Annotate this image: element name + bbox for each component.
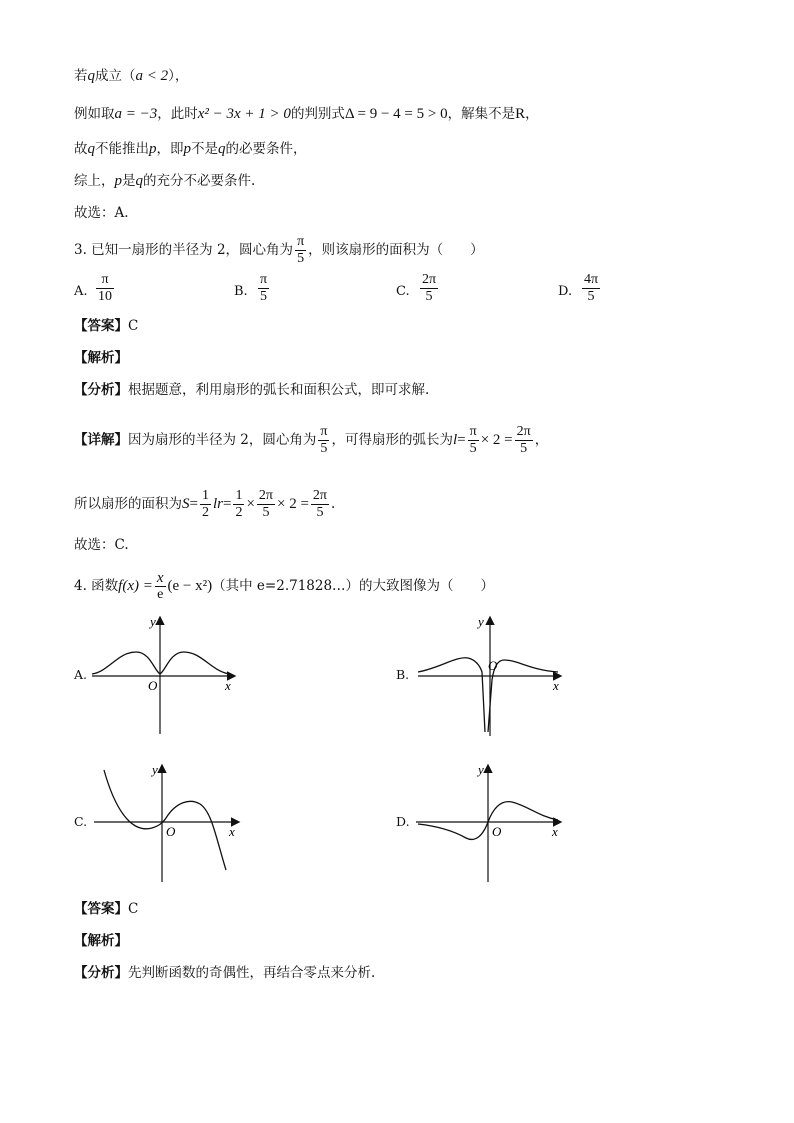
text: 例如取 bbox=[74, 106, 115, 122]
math-p: p bbox=[149, 141, 157, 157]
math-eq: = bbox=[189, 496, 198, 512]
math-l: l bbox=[452, 432, 458, 448]
math-a-value: a = −3 bbox=[114, 106, 158, 122]
denominator: 5 bbox=[316, 505, 324, 520]
text: 的充分不必要条件. bbox=[143, 173, 256, 189]
curve bbox=[104, 770, 226, 870]
curve-right bbox=[488, 660, 558, 732]
numerator: 2π bbox=[258, 488, 273, 503]
fraction bbox=[155, 570, 166, 603]
text: . bbox=[331, 496, 336, 512]
denominator: 5 bbox=[425, 289, 433, 304]
numerator: 2π bbox=[312, 488, 327, 503]
graph-a-label: A. bbox=[74, 667, 88, 682]
numerator: x bbox=[156, 570, 164, 586]
denominator: 5 bbox=[587, 289, 595, 304]
text: ，则该扇形的面积为（ ） bbox=[308, 242, 484, 258]
math-eq: = bbox=[222, 496, 232, 512]
origin-label: O bbox=[488, 658, 498, 673]
curve-left bbox=[418, 658, 485, 732]
option-fraction bbox=[420, 272, 438, 305]
fraction bbox=[311, 488, 329, 521]
curve bbox=[92, 652, 230, 674]
option-label: D. bbox=[558, 284, 573, 299]
denominator: 5 bbox=[520, 441, 528, 456]
text-line-1 bbox=[74, 66, 188, 86]
fraction bbox=[200, 488, 211, 521]
text: ，此时 bbox=[157, 106, 198, 122]
q4-stem bbox=[74, 570, 494, 603]
text: 的判别式 bbox=[290, 106, 345, 122]
math-times: × 2 = bbox=[277, 496, 309, 512]
fraction bbox=[318, 424, 329, 457]
math-lr: lr bbox=[212, 496, 223, 512]
numerator: 2π bbox=[422, 272, 437, 287]
option-label: B. bbox=[234, 284, 248, 299]
denominator: e bbox=[157, 587, 164, 602]
y-label: y bbox=[478, 762, 484, 777]
text: 是 bbox=[122, 173, 136, 189]
text: ，解集不是 bbox=[447, 106, 516, 122]
x-label: x bbox=[229, 824, 235, 839]
text-line-5: 故选：A. bbox=[74, 205, 129, 221]
q3-stem bbox=[74, 234, 484, 267]
graph-d-label: D. bbox=[396, 814, 410, 829]
origin-label: O bbox=[148, 678, 158, 693]
text: 若 bbox=[74, 68, 88, 84]
q3-answer bbox=[74, 316, 138, 336]
text: 不能推出 bbox=[95, 141, 149, 157]
q3-fenxi bbox=[74, 380, 429, 400]
fraction bbox=[515, 424, 533, 457]
text: （其中 e=2.71828…）的大致图像为（ ） bbox=[212, 578, 495, 594]
q3-area-formula bbox=[74, 488, 335, 521]
text: ， bbox=[534, 432, 549, 448]
numerator: 1 bbox=[235, 488, 243, 503]
denominator: 10 bbox=[98, 289, 112, 304]
math-condition: a < 2 bbox=[135, 68, 169, 84]
x-label: x bbox=[552, 824, 558, 839]
text: ，即 bbox=[156, 141, 184, 157]
math-q: q bbox=[87, 68, 95, 84]
math-paren: (e − x²) bbox=[167, 578, 213, 594]
answer-tag: 【答案】 bbox=[74, 318, 128, 334]
denominator: 2 bbox=[201, 505, 209, 520]
origin-label: O bbox=[166, 824, 176, 839]
math-eq: = bbox=[457, 432, 466, 448]
numerator: 2π bbox=[516, 424, 531, 439]
fenxi-tag: 【分析】 bbox=[74, 382, 128, 398]
graph-d bbox=[412, 758, 572, 888]
fenxi-text: 根据题意，利用扇形的弧长和面积公式，即可求解. bbox=[128, 382, 430, 398]
fraction bbox=[468, 424, 479, 457]
text: ）， bbox=[168, 68, 189, 84]
origin-label: O bbox=[492, 824, 502, 839]
xiangjie-tag: 【详解】 bbox=[74, 432, 128, 448]
text: 所以扇形的面积为 bbox=[74, 496, 182, 512]
math-discriminant: Δ = 9 − 4 = 5 > 0 bbox=[344, 106, 448, 122]
denominator: 5 bbox=[297, 251, 305, 266]
numerator: 4π bbox=[584, 272, 599, 287]
text: ，可得扇形的弧长为 bbox=[331, 432, 453, 448]
q3-conclusion: 故选：C. bbox=[74, 537, 129, 553]
y-label: y bbox=[150, 614, 156, 629]
text-line-2 bbox=[74, 104, 539, 124]
q4-analysis-tag: 【解析】 bbox=[74, 933, 128, 949]
math-S: S bbox=[182, 496, 190, 512]
math-p: p bbox=[183, 141, 191, 157]
text: 成立（ bbox=[95, 68, 136, 84]
text-line-4 bbox=[74, 171, 255, 191]
q3-options bbox=[74, 272, 674, 314]
fraction bbox=[257, 488, 275, 521]
x-label: x bbox=[225, 678, 231, 693]
math-inequality: x² − 3x + 1 > 0 bbox=[197, 106, 291, 122]
option-label: A. bbox=[74, 284, 88, 299]
graph-c-label: C. bbox=[74, 814, 88, 829]
math-q: q bbox=[87, 141, 95, 157]
text: ， bbox=[525, 106, 539, 122]
numerator: π bbox=[96, 272, 114, 289]
answer-value: C bbox=[128, 901, 139, 917]
text: 的必要条件， bbox=[225, 141, 307, 157]
numerator: π bbox=[260, 272, 268, 287]
text: 4. 函数 bbox=[74, 578, 119, 594]
option-fraction bbox=[582, 272, 600, 305]
answer-tag: 【答案】 bbox=[74, 901, 128, 917]
text: 故 bbox=[74, 141, 88, 157]
graph-c bbox=[90, 758, 250, 888]
q4-answer bbox=[74, 899, 138, 919]
denominator: 5 bbox=[469, 441, 477, 456]
option-fraction bbox=[96, 272, 114, 305]
numerator: π bbox=[297, 234, 305, 249]
q3-analysis-tag: 【解析】 bbox=[74, 350, 128, 366]
fenxi-tag: 【分析】 bbox=[74, 965, 128, 981]
math-times: × 2 = bbox=[480, 432, 513, 448]
text: 不是 bbox=[191, 141, 218, 157]
option-fraction bbox=[258, 272, 269, 305]
text: 因为扇形的半径为 2，圆心角为 bbox=[128, 432, 317, 448]
y-label: y bbox=[478, 614, 484, 629]
answer-value: C bbox=[128, 318, 139, 334]
numerator: π bbox=[320, 424, 328, 439]
numerator: π bbox=[469, 424, 477, 439]
q3-detail bbox=[74, 424, 548, 457]
math-function: f(x) = bbox=[118, 578, 153, 594]
math-p: p bbox=[114, 173, 122, 189]
graph-b-label: B. bbox=[396, 667, 410, 682]
option-label: C. bbox=[396, 284, 410, 299]
q3-stem-fraction bbox=[295, 234, 306, 267]
fenxi-text: 先判断函数的奇偶性，再结合零点来分析. bbox=[128, 965, 376, 981]
text: 3. 已知一扇形的半径为 2，圆心角为 bbox=[74, 242, 294, 258]
text: 综上， bbox=[74, 173, 115, 189]
denominator: 5 bbox=[320, 441, 328, 456]
graph-a bbox=[88, 610, 248, 740]
numerator: 1 bbox=[201, 488, 209, 503]
q4-fenxi bbox=[74, 963, 375, 983]
fraction bbox=[233, 488, 244, 521]
math-times: × bbox=[246, 496, 255, 512]
x-label: x bbox=[553, 678, 559, 693]
denominator: 2 bbox=[235, 505, 243, 520]
denominator: 5 bbox=[262, 505, 270, 520]
denominator: 5 bbox=[260, 289, 268, 304]
math-q: q bbox=[218, 141, 226, 157]
math-q: q bbox=[135, 173, 143, 189]
math-R: R bbox=[515, 106, 526, 122]
y-label: y bbox=[152, 762, 158, 777]
graph-b bbox=[410, 610, 570, 740]
text-line-3 bbox=[74, 139, 307, 159]
